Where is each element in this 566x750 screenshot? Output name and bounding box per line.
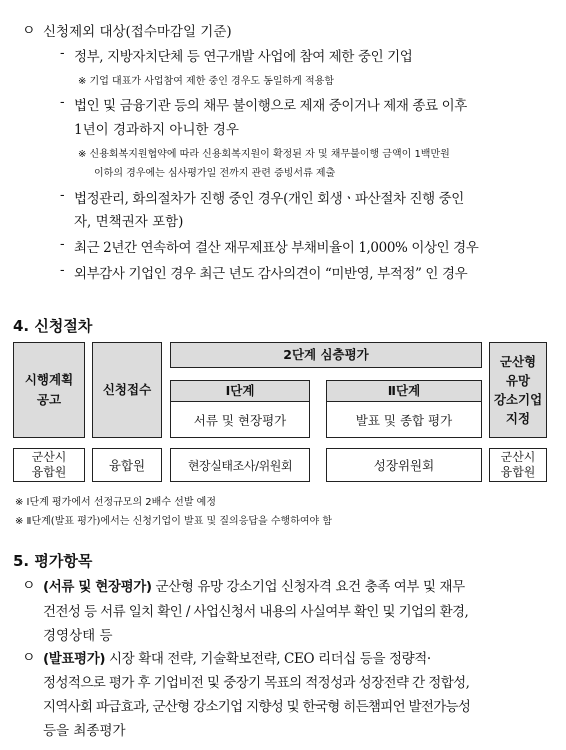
eval-item-1-text: 군산형 유망 강소기업 신청자격 요건 충족 여부 및 재무 (155, 579, 465, 595)
box-stage2-sub (326, 401, 482, 438)
exclusion-note-2: ※ 신용회복지원협약에 따라 신용회복지원이 확정된 자 및 채무불이행 금액이 1백만원 (78, 149, 450, 160)
exclusion-note-2-cont: 이하의 경우에는 심사평가일 전까지 관련 증빙서류 제출 (94, 168, 336, 179)
dash: - (60, 187, 65, 203)
section-5-heading: 5. 평가항목 (13, 552, 93, 570)
bullet-circle: ㅇ (22, 23, 36, 39)
box-two-stage-review (170, 342, 482, 368)
box-application-receipt (92, 342, 162, 438)
box-designate-line3: 강소기업 (493, 392, 543, 407)
actor-stage1-label: 현장실태조사/위원회 (187, 458, 293, 473)
eval-item-1-label: (서류 및 현장평가) (43, 579, 152, 595)
bullet-circle: ㅇ (22, 578, 36, 594)
box-stage1 (170, 380, 310, 402)
eval-item-2-line1 (43, 647, 431, 667)
exclusion-item-2: 법인 및 금융기관 등의 채무 불이행으로 제재 중이거나 제재 종료 이후 (74, 98, 467, 114)
eval-item-2-line4: 등을 최종평가 (43, 723, 126, 739)
bullet-circle: ㅇ (22, 650, 36, 666)
eval-item-2-text: 시장 확대 전략, 기술확보전략, CEO 리더십 등을 정량적· (109, 651, 431, 667)
eval-item-2-line2: 정성적으로 평가 후 기업비전 및 중장기 목표의 적정성과 성장전략 간 정합성, (43, 675, 470, 691)
process-note-1: ※ Ⅰ단계 평가에서 선정규모의 2배수 선발 예정 (15, 497, 216, 508)
box-designate-line4: 지정 (505, 411, 531, 426)
box-receipt-label: 신청접수 (102, 382, 152, 397)
eval-item-1-line3: 경영상태 등 (43, 628, 113, 644)
actor-stage1 (170, 448, 310, 482)
box-designate-line2: 유망 (505, 373, 531, 388)
box-plan-announcement (13, 342, 85, 438)
exclusion-note-1: ※ 기업 대표가 사업참여 제한 중인 경우도 동일하게 적용함 (78, 76, 334, 87)
box-plan-line1: 시행계획 (24, 372, 74, 387)
box-designation (489, 342, 547, 438)
exclusion-title: 신청제외 대상(접수마감일 기준) (43, 24, 232, 40)
actor-designate-line2: 융합원 (500, 465, 536, 479)
actor-plan (13, 448, 85, 482)
box-stage1-label: Ⅰ단계 (225, 383, 255, 398)
eval-item-2-line3: 지역사회 파급효과, 군산형 강소기업 지향성 및 한국형 히든챔피언 발전가능성 (43, 699, 471, 715)
actor-designate (489, 448, 547, 482)
box-stage2 (326, 380, 482, 402)
exclusion-item-1: 정부, 지방자치단체 등 연구개발 사업에 참여 제한 중인 기업 (74, 49, 413, 65)
process-note-2: ※ Ⅱ단계(발표 평가)에서는 신청기업이 발표 및 질의응답을 수행하여야 함 (15, 516, 333, 527)
exclusion-item-3-cont: 자, 면책권자 포함) (74, 214, 184, 230)
actor-stage2-label: 성장위원회 (373, 458, 435, 473)
dash: - (60, 262, 65, 278)
box-stage2-label: Ⅱ단계 (387, 383, 421, 398)
eval-item-1-line2: 건전성 등 서류 일치 확인 / 사업신청서 내용의 사실여부 확인 및 기업의 환경, (43, 604, 469, 620)
exclusion-item-2-cont: 1년이 경과하지 아니한 경우 (74, 122, 239, 138)
exclusion-item-4: 최근 2년간 연속하여 결산 재무제표상 부채비율이 1,000% 이상인 경우 (74, 240, 479, 256)
dash: - (60, 94, 65, 110)
actor-receipt (92, 448, 162, 482)
actor-receipt-label: 융합원 (108, 458, 146, 473)
box-stage2-sub-label: 발표 및 종합 평가 (355, 412, 453, 428)
actor-designate-line1: 군산시 (500, 450, 536, 464)
box-review-label: 2단계 심층평가 (283, 347, 369, 362)
actor-plan-line2: 융합원 (31, 465, 67, 479)
dash: - (60, 45, 65, 61)
exclusion-item-3: 법정관리, 화의절차가 진행 중인 경우(개인 회생ㆍ파산절차 진행 중인 (74, 191, 464, 207)
eval-item-2-label: (발표평가) (43, 651, 106, 667)
box-plan-line2: 공고 (36, 392, 62, 407)
box-stage1-sub-label: 서류 및 현장평가 (193, 412, 287, 428)
section-4-heading: 4. 신청절차 (13, 317, 93, 335)
actor-stage2 (326, 448, 482, 482)
actor-plan-line1: 군산시 (31, 450, 67, 464)
eval-item-1-line1 (43, 575, 465, 595)
box-stage1-sub (170, 401, 310, 438)
dash: - (60, 236, 65, 252)
exclusion-item-5: 외부감사 기업인 경우 최근 년도 감사의견이 “미반영, 부적정” 인 경우 (74, 266, 468, 282)
box-designate-line1: 군산형 (499, 354, 537, 369)
